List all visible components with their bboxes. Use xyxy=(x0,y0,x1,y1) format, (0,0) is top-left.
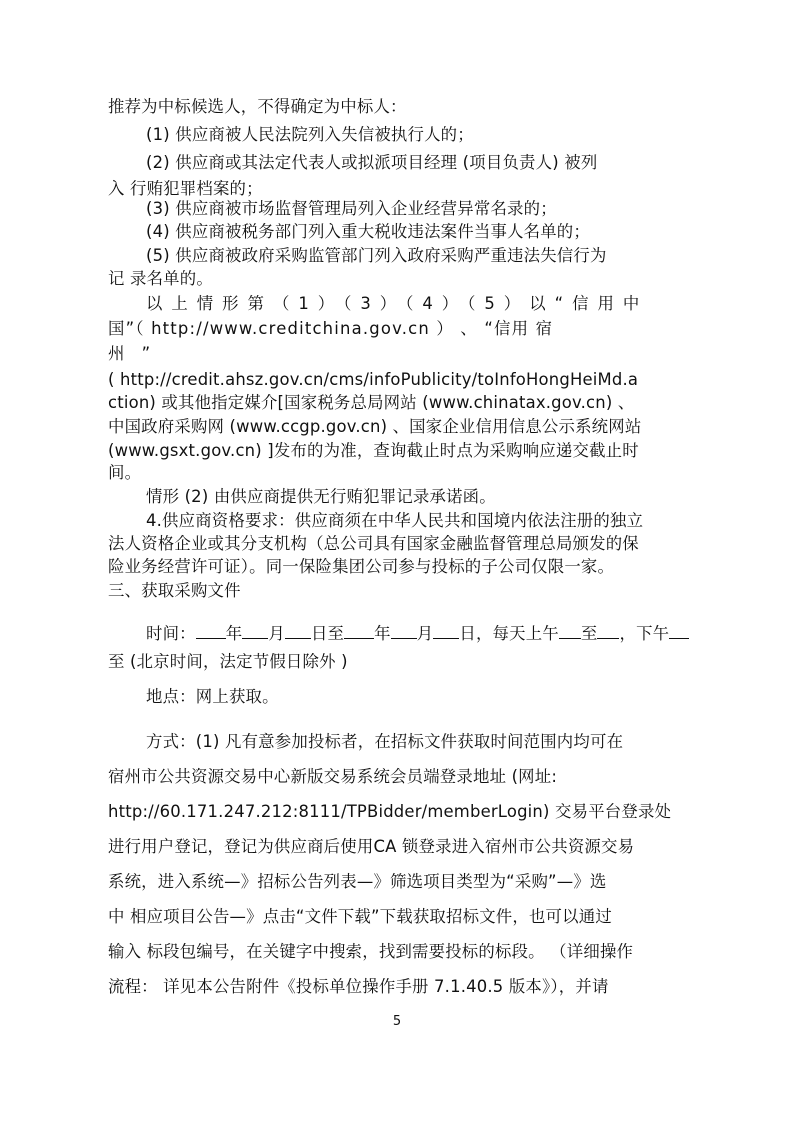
time-year: 年 xyxy=(225,624,243,643)
text-line: 法人资格企业或其分支机构（总公司具有国家金融监督管理总局颁发的保 xyxy=(108,534,639,553)
blank-field xyxy=(196,620,226,639)
text-line: 记 录名单的。 xyxy=(108,269,213,288)
text-line: 国”（ http://www.creditchina.gov.cn ） 、 “信用 宿 xyxy=(108,319,554,338)
text-line: ction) 或其他指定媒介[国家税务总局网站 (www.chinatax.gov.cn) 、 xyxy=(108,393,635,412)
time-pm: ，下午 xyxy=(619,624,670,643)
text-line: (www.gsxt.gov.cn) ]发布的为准，查询截止时点为采购响应递交截止时 xyxy=(108,441,639,460)
text-line: 入 行贿犯罪档案的； xyxy=(108,179,263,198)
text-line: (3) 供应商被市场监督管理局列入企业经营异常名录的； xyxy=(146,199,557,218)
blank-field xyxy=(669,620,689,639)
text-line: (5) 供应商被政府采购监管部门列入政府采购严重违法失信行为 xyxy=(146,246,607,265)
time-year: 年 xyxy=(374,624,391,643)
time-day: 日至 xyxy=(310,624,345,643)
text-line: 州 ” xyxy=(108,344,157,363)
text-line: 险业务经营许可证）。同一保险集团公司参与投标的子公司仅限一家。 xyxy=(108,557,615,576)
text-line: 至 (北京时间，法定节假日除外 ) xyxy=(108,652,348,671)
text-line: 系统，进入系统—》招标公告列表—》筛选项目类型为“采购”—》选 xyxy=(108,872,607,891)
section-heading: 三、获取采购文件 xyxy=(108,581,241,600)
text-line: 间。 xyxy=(108,463,142,482)
text-line: (1) 供应商被人民法院列入失信被执行人的； xyxy=(146,125,474,144)
text-line: 中国政府采购网 (www.ccgp.gov.cn) 、国家企业信用信息公示系统网站 xyxy=(108,417,642,436)
blank-field xyxy=(242,620,268,639)
text-line: ( http://credit.ahsz.gov.cn/cms/infoPublicity/toInfoHongHeiMd.a xyxy=(108,370,639,389)
blank-field xyxy=(433,620,459,639)
text-line: (2) 供应商或其法定代表人或拟派项目经理 (项目负责人) 被列 xyxy=(146,153,598,172)
time-to: 至 xyxy=(580,624,598,643)
text-line: 宿州市公共资源交易中心新版交易系统会员端登录地址 (网址: xyxy=(108,767,558,786)
blank-field xyxy=(597,620,619,639)
text-line: (4) 供应商被税务部门列入重大税收违法案件当事人名单的； xyxy=(146,222,590,241)
time-month: 月 xyxy=(268,624,285,643)
time-rest: ，每天上午 xyxy=(475,624,559,643)
text-line: 方式：(1) 凡有意参加投标者，在招标文件获取时间范围内均可在 xyxy=(146,732,624,751)
blank-field xyxy=(391,620,417,639)
text-line: 流程： 详见本公告附件《投标单位操作手册 7.1.40.5 版本》），并请 xyxy=(108,977,609,996)
text-line: 情形 (2) 由供应商提供无行贿犯罪记录承诺函。 xyxy=(146,487,496,506)
blank-field xyxy=(559,620,581,639)
text-line: 地点：网上获取。 xyxy=(146,687,279,706)
page-number: 5 xyxy=(392,1014,402,1029)
time-day: 日 xyxy=(459,624,476,643)
time-month: 月 xyxy=(416,624,434,643)
blank-field xyxy=(344,620,374,639)
text-line: 4.供应商资格要求：供应商须在中华人民共和国境内依法注册的独立 xyxy=(146,511,644,530)
text-line: 推荐为中标候选人，不得确定为中标人： xyxy=(108,97,407,116)
text-line: http://60.171.247.212:8111/TPBidder/memberLogin) 交易平台登录处 xyxy=(108,802,672,821)
text-line: 输入 标段包编号，在关键字中搜索，找到需要投标的标段。 （详细操作 xyxy=(108,942,634,961)
text-line: 进行用户登记，登记为供应商后使用CA 锁登录进入宿州市公共资源交易 xyxy=(108,837,635,856)
text-line: 以上情形第（1）（3）（4）（5）以“信用中 xyxy=(146,294,649,313)
time-label: 时间： xyxy=(146,624,196,643)
time-line xyxy=(146,620,689,645)
blank-field xyxy=(285,620,311,639)
text-line: 中 相应项目公告—》点击“文件下载”下载获取招标文件，也可以通过 xyxy=(108,907,612,926)
